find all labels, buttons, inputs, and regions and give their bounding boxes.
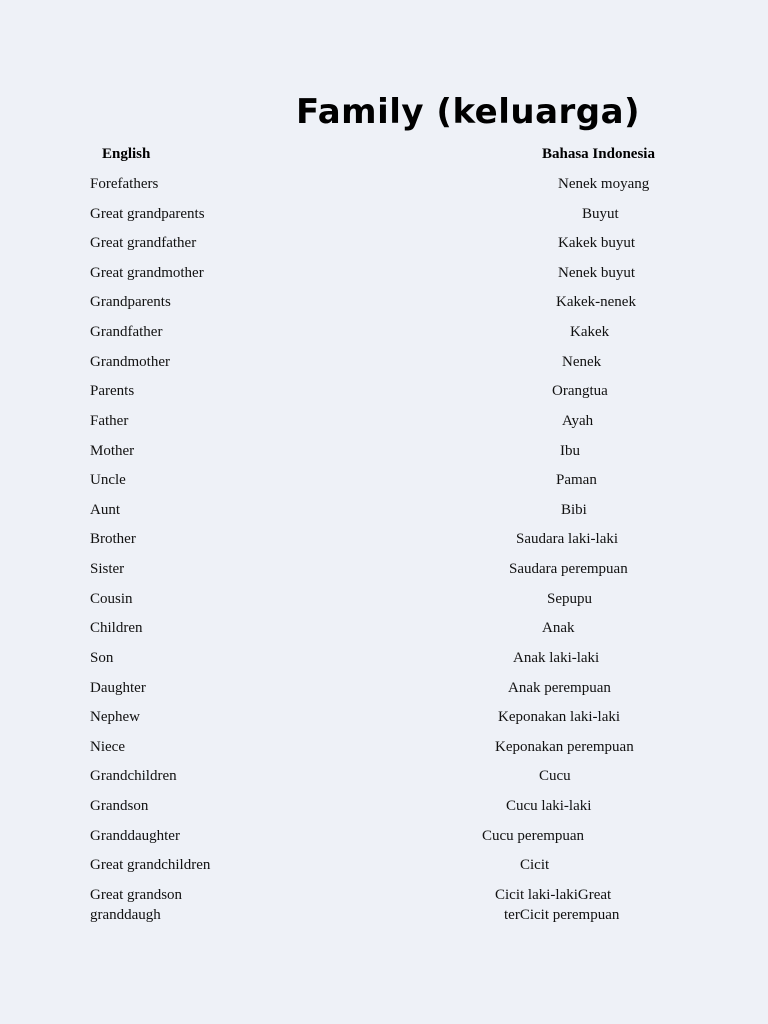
indonesian-term: Nenek: [562, 354, 602, 370]
english-term: Niece: [90, 739, 125, 755]
english-term: Children: [90, 620, 143, 636]
indonesian-term: Kakek buyut: [558, 235, 636, 251]
indonesian-term: Cucu laki-laki: [506, 798, 592, 814]
column-header-english: English: [102, 146, 151, 162]
english-term: Great grandparents: [90, 206, 205, 222]
english-term: Uncle: [90, 472, 126, 488]
english-term: Father: [90, 413, 129, 429]
english-term: Grandmother: [90, 354, 170, 370]
english-term: Nephew: [90, 709, 140, 725]
indonesian-term: Cucu perempuan: [482, 828, 585, 844]
english-term: Forefathers: [90, 176, 159, 192]
page-title: Family (keluarga): [296, 92, 641, 132]
indonesian-term: Kakek: [570, 324, 610, 340]
indonesian-term: terCicit perempuan: [504, 907, 620, 923]
indonesian-term: Saudara laki-laki: [516, 531, 619, 547]
indonesian-term: Keponakan perempuan: [495, 739, 634, 755]
indonesian-term: Buyut: [582, 206, 619, 222]
indonesian-term: Cicit laki-lakiGreat: [495, 887, 612, 903]
english-term: Granddaughter: [90, 828, 180, 844]
english-term: Sister: [90, 561, 125, 577]
indonesian-term: Saudara perempuan: [509, 561, 628, 577]
english-term: Son: [90, 650, 114, 666]
english-term: Cousin: [90, 591, 133, 607]
english-term: Grandson: [90, 798, 149, 814]
indonesian-term: Nenek buyut: [558, 265, 636, 281]
indonesian-term: Kakek-nenek: [556, 294, 636, 310]
english-term: granddaugh: [90, 907, 161, 923]
english-term: Parents: [90, 383, 135, 399]
indonesian-term: Ibu: [560, 443, 580, 459]
indonesian-term: Cicit: [520, 857, 550, 873]
indonesian-term: Keponakan laki-laki: [498, 709, 621, 725]
indonesian-term: Orangtua: [552, 383, 608, 399]
indonesian-term: Cucu: [539, 768, 571, 784]
english-term: Great grandfather: [90, 235, 197, 251]
english-term: Great grandchildren: [90, 857, 211, 873]
indonesian-term: Bibi: [561, 502, 587, 518]
english-term: Grandfather: [90, 324, 163, 340]
english-term: Grandparents: [90, 294, 171, 310]
english-term: Great grandmother: [90, 265, 204, 281]
indonesian-term: Ayah: [562, 413, 594, 429]
english-term: Great grandson: [90, 887, 183, 903]
english-term: Brother: [90, 531, 136, 547]
english-term: Aunt: [90, 502, 120, 518]
indonesian-term: Anak: [542, 620, 575, 636]
indonesian-term: Nenek moyang: [558, 176, 650, 192]
indonesian-term: Paman: [556, 472, 597, 488]
indonesian-term: Sepupu: [547, 591, 592, 607]
english-term: Grandchildren: [90, 768, 177, 784]
indonesian-term: Anak perempuan: [508, 680, 611, 696]
english-term: Mother: [90, 443, 135, 459]
english-term: Daughter: [90, 680, 146, 696]
indonesian-term: Anak laki-laki: [513, 650, 600, 666]
column-header-indonesian: Bahasa Indonesia: [542, 146, 655, 162]
